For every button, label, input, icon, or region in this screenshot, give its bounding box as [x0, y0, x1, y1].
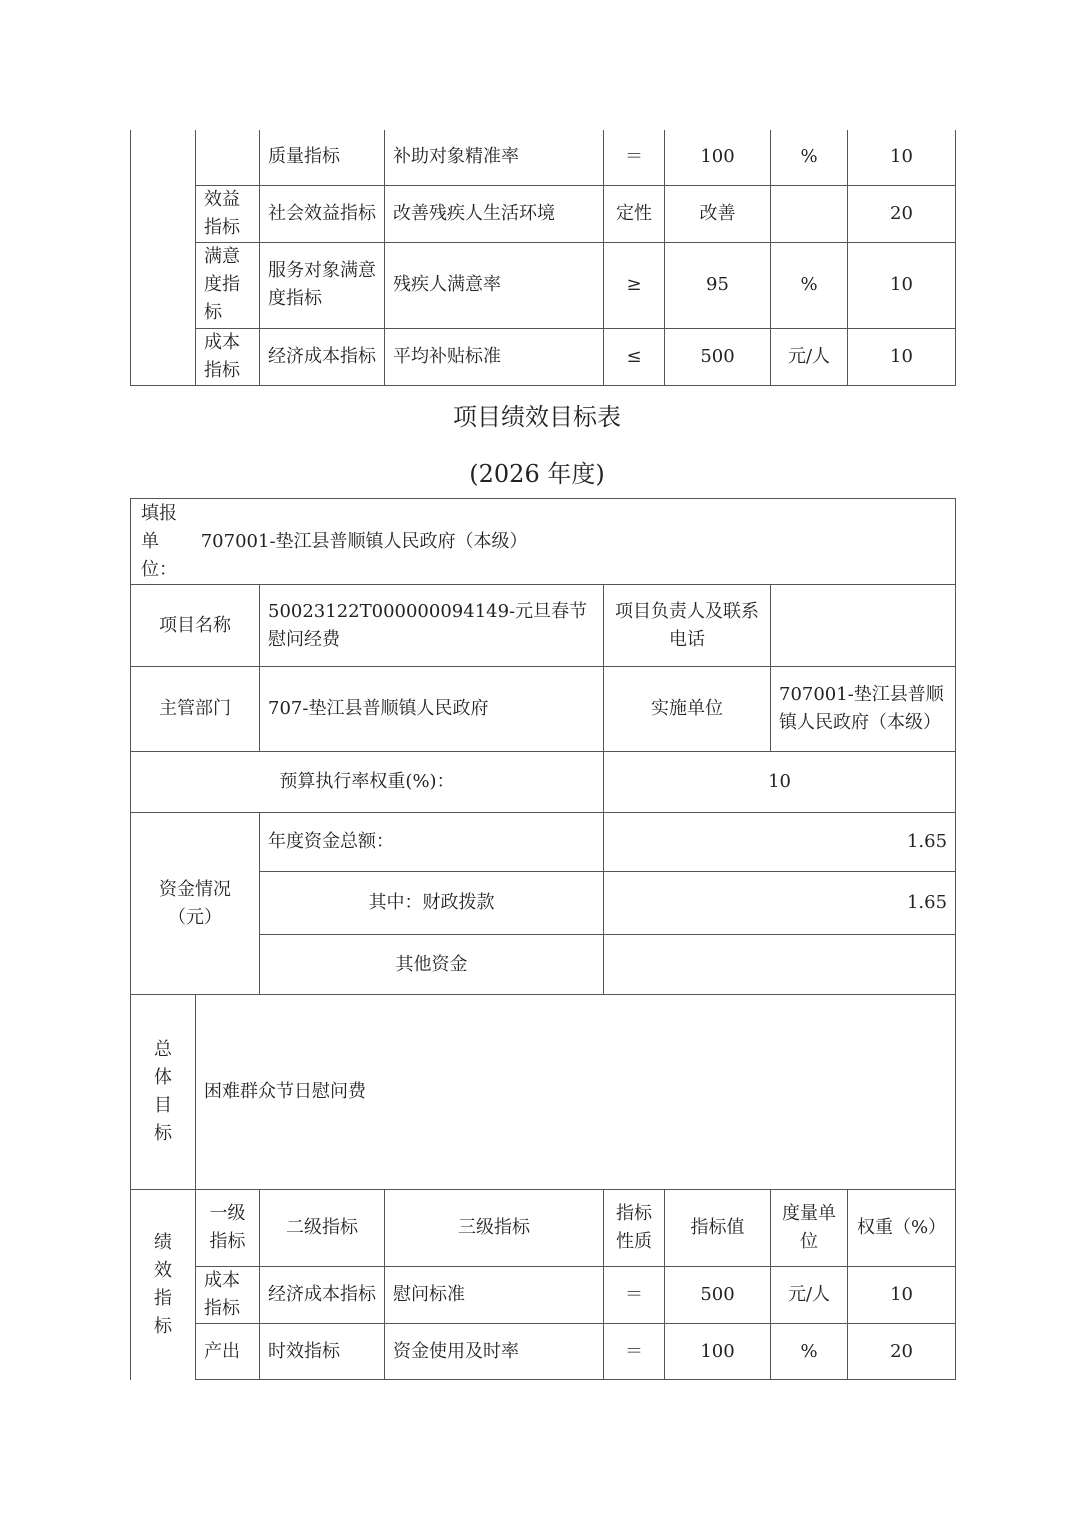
nature-cell: ＝	[604, 1267, 665, 1324]
unit-cell	[771, 185, 848, 242]
reporting-unit-label: 填报单位：	[141, 502, 177, 580]
value-cell: 100	[665, 1324, 771, 1380]
department-label: 主管部门	[131, 667, 260, 752]
funds-total-label: 年度资金总额：	[260, 813, 604, 872]
indicator-header-row	[131, 1190, 956, 1267]
overall-goal-value: 困难群众节日慰问费	[196, 995, 956, 1190]
department-row	[131, 667, 956, 752]
level1-cell: 产出	[196, 1324, 260, 1380]
project-name-row	[131, 585, 956, 667]
header-level1: 一级指标	[196, 1190, 260, 1267]
table-row	[131, 328, 956, 385]
performance-indicator-label: 绩效指标	[154, 1231, 172, 1337]
level3-cell: 残疾人满意率	[385, 242, 604, 328]
implementing-unit-value: 707001-垫江县普顺镇人民政府（本级）	[771, 667, 956, 752]
level2-cell: 社会效益指标	[260, 185, 385, 242]
reporting-unit-row	[131, 499, 956, 585]
page-subtitle: (2026 年度)	[469, 460, 605, 488]
unit-cell: 元/人	[771, 1267, 848, 1324]
contact-value	[771, 585, 956, 667]
page-title: 项目绩效目标表	[453, 403, 621, 431]
level2-cell: 质量指标	[260, 130, 385, 185]
header-value: 指标值	[665, 1190, 771, 1267]
header-nature: 指标性质	[604, 1190, 665, 1267]
table-row	[131, 1267, 956, 1324]
unit-cell: 元/人	[771, 328, 848, 385]
level1-cell: 成本指标	[196, 1267, 260, 1324]
value-cell: 100	[665, 130, 771, 185]
implementing-unit-label: 实施单位	[604, 667, 771, 752]
funds-other-value	[604, 935, 956, 995]
nature-cell: ＝	[604, 1324, 665, 1380]
funds-total-value: 1.65	[604, 813, 956, 872]
contact-label: 项目负责人及联系电话	[604, 585, 771, 667]
budget-rate-value: 10	[604, 752, 956, 813]
reporting-unit-value: 707001-垫江县普顺镇人民政府（本级）	[200, 530, 528, 552]
weight-cell: 10	[848, 328, 956, 385]
budget-rate-row	[131, 752, 956, 813]
nature-cell: ≤	[604, 328, 665, 385]
unit-cell: %	[771, 1324, 848, 1380]
level1-cell: 满意度指标	[196, 242, 260, 328]
funds-label: 资金情况（元）	[131, 813, 260, 995]
nature-cell: ＝	[604, 130, 665, 185]
value-cell: 500	[665, 1267, 771, 1324]
funds-fiscal-value: 1.65	[604, 872, 956, 935]
header-level3: 三级指标	[385, 1190, 604, 1267]
overall-goal-row	[131, 995, 956, 1190]
weight-cell: 10	[848, 1267, 956, 1324]
weight-cell: 10	[848, 242, 956, 328]
level3-cell: 平均补贴标准	[385, 328, 604, 385]
department-value: 707-垫江县普顺镇人民政府	[260, 667, 604, 752]
level2-cell: 经济成本指标	[260, 328, 385, 385]
unit-cell: %	[771, 242, 848, 328]
level2-cell: 服务对象满意度指标	[260, 242, 385, 328]
value-cell: 95	[665, 242, 771, 328]
level1-cell: 成本指标	[196, 328, 260, 385]
level1-cell	[196, 130, 260, 185]
unit-cell: %	[771, 130, 848, 185]
funds-fiscal-label: 其中：财政拨款	[260, 872, 604, 935]
level3-cell: 慰问标准	[385, 1267, 604, 1324]
header-unit: 度量单位	[771, 1190, 848, 1267]
nature-cell: ≥	[604, 242, 665, 328]
table-row	[131, 185, 956, 242]
table-row	[131, 242, 956, 328]
level2-cell: 经济成本指标	[260, 1267, 385, 1324]
funds-other-label: 其他资金	[260, 935, 604, 995]
weight-cell: 20	[848, 1324, 956, 1380]
overall-goal-label: 总体目标	[154, 1039, 172, 1144]
nature-cell: 定性	[604, 185, 665, 242]
performance-goal-table	[130, 498, 956, 1380]
funds-total-row	[131, 813, 956, 872]
level3-cell: 改善残疾人生活环境	[385, 185, 604, 242]
empty-cell	[131, 130, 196, 385]
value-cell: 500	[665, 328, 771, 385]
header-weight: 权重（%）	[848, 1190, 956, 1267]
table-row	[131, 1324, 956, 1380]
weight-cell: 10	[848, 130, 956, 185]
level1-cell: 效益指标	[196, 185, 260, 242]
weight-cell: 20	[848, 185, 956, 242]
level3-cell: 资金使用及时率	[385, 1324, 604, 1380]
previous-indicator-table	[130, 130, 956, 386]
project-name-label: 项目名称	[131, 585, 260, 667]
budget-rate-label: 预算执行率权重(%)：	[131, 752, 604, 813]
project-name-value: 50023122T000000094149-元旦春节慰问经费	[260, 585, 604, 667]
table-row	[131, 130, 956, 185]
level2-cell: 时效指标	[260, 1324, 385, 1380]
level3-cell: 补助对象精准率	[385, 130, 604, 185]
value-cell: 改善	[665, 185, 771, 242]
header-level2: 二级指标	[260, 1190, 385, 1267]
